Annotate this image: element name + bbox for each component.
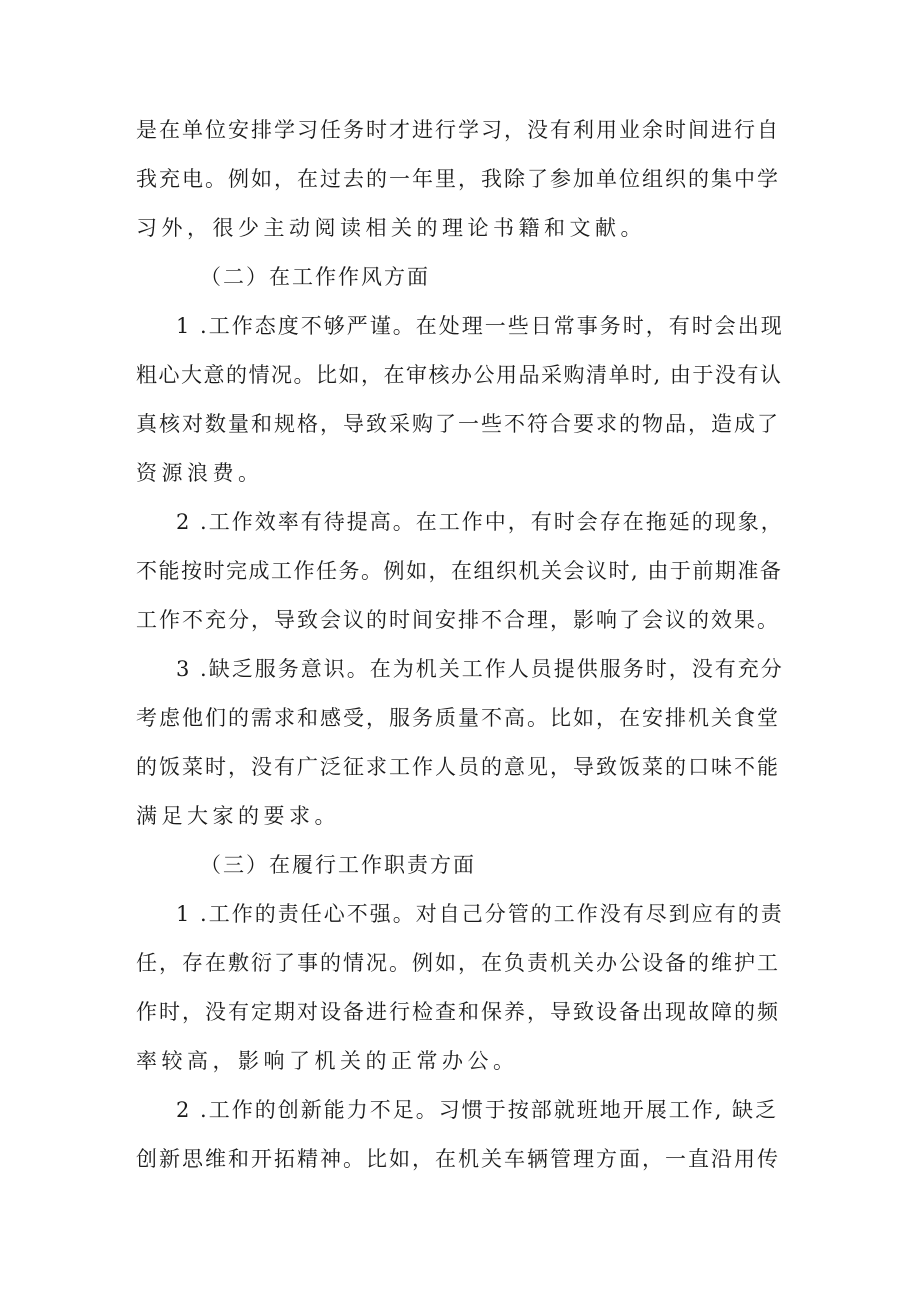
paragraph-line: 粗心大意的情况。比如，在审核办公用品采购清单时, 由于没有认 [136,363,783,387]
paragraph-line: 的饭菜时，没有广泛征求工作人员的意见，导致饭菜的口味不能 [136,755,780,779]
paragraph-line: 满足大家的要求。 [136,804,340,828]
paragraph-line: 任，存在敷衍了事的情况。例如，在负责机关办公设备的维护工 [136,951,780,975]
paragraph-line: 2 .工作的创新能力不足。习惯于按部就班地开展工作, 缺乏 [176,1098,779,1122]
paragraph-line: 我充电。例如，在过去的一年里，我除了参加单位组织的集中学 [136,167,780,191]
paragraph-line: 真核对数量和规格，导致采购了一些不符合要求的物品，造成了 [136,412,780,436]
paragraph-line: 1 .工作的责任心不强。对自己分管的工作没有尽到应有的责 [176,902,784,926]
paragraph-line: 是在单位安排学习任务时才进行学习，没有利用业余时间进行自 [136,118,780,142]
paragraph-line: 3 .缺乏服务意识。在为机关工作人员提供服务时，没有充分 [176,657,784,681]
paragraph-line: 1 .工作态度不够严谨。在处理一些日常事务时，有时会出现 [176,314,784,338]
paragraph-line: 资源浪费。 [136,461,264,485]
paragraph-line: 工作不充分，导致会议的时间安排不合理，影响了会议的效果。 [136,608,780,632]
paragraph-line: 创新思维和开拓精神。比如，在机关车辆管理方面，一直沿用传 [136,1147,780,1171]
paragraph-line: 作时，没有定期对设备进行检查和保养，导致设备出现故障的频 [136,1000,780,1024]
section-heading: （二）在工作作风方面 [200,265,430,289]
paragraph-line: 考虑他们的需求和感受，服务质量不高。比如，在安排机关食堂 [136,706,780,730]
paragraph-line: 不能按时完成工作任务。例如，在组织机关会议时, 由于前期准备 [136,559,783,583]
section-heading: （三）在履行工作职责方面 [200,853,476,877]
paragraph-line: 2 .工作效率有待提高。在工作中，有时会存在拖延的现象， [176,510,784,534]
paragraph-line: 习外，很少主动阅读相关的理论书籍和文献。 [136,216,646,240]
paragraph-line: 率较高，影响了机关的正常办公。 [136,1049,519,1073]
